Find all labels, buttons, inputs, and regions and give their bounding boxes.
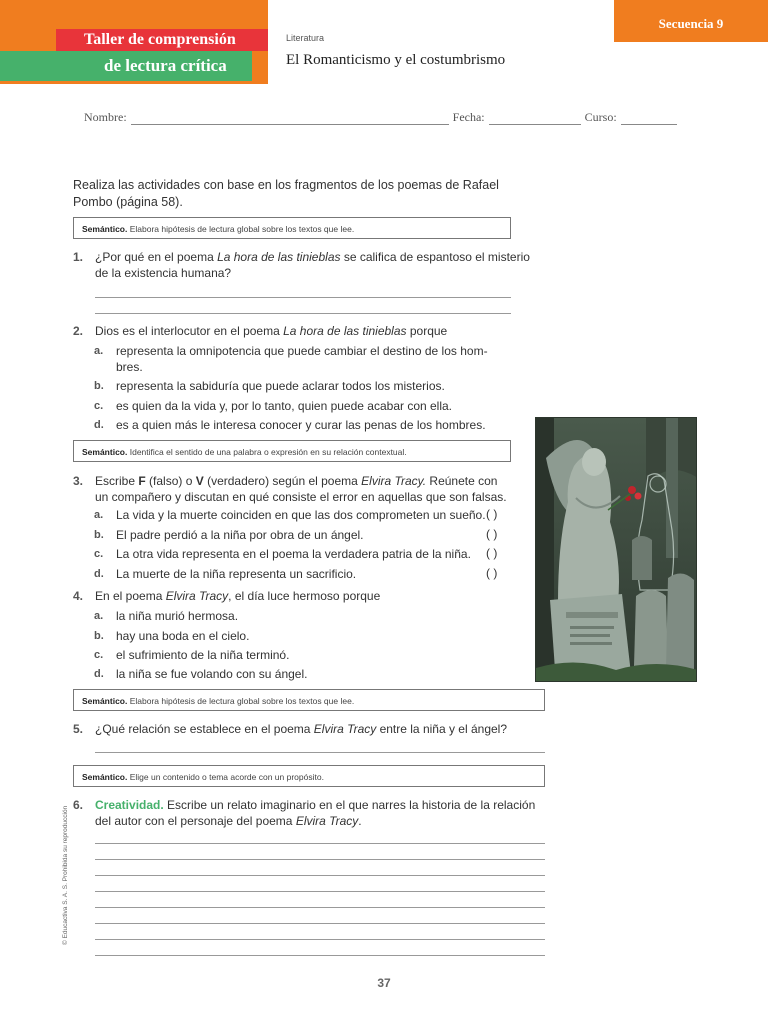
copyright-notice: © Educactiva S. A. S. Prohibida su reproducción [62,805,69,945]
option-letter: c. [94,400,104,412]
question-number: 2. [73,324,84,338]
option-text: bres. [116,360,143,374]
workshop-title-line1: Taller de comprensión [84,31,236,48]
answer-parenthesis[interactable]: ( ) [486,566,498,580]
question-number: 4. [73,589,84,603]
question-text: ¿Qué relación se establece en el poema [95,722,314,736]
question-text: Escribe [95,474,139,488]
option-2a[interactable] [94,343,516,375]
option-text: La muerte de la niña representa un sacrificio. [116,567,357,581]
answer-line[interactable] [95,875,545,876]
question-number: 1. [73,250,84,264]
option-text: el sufrimiento de la niña terminó. [116,648,290,662]
instructions-intro: Realiza las actividades con base en los fragmentos de los poemas de Rafael Pombo (página 58). [73,178,499,209]
semantic-box-3 [73,689,545,711]
answer-line[interactable] [95,752,545,753]
course-label: Curso: [584,110,617,124]
date-label: Fecha: [452,110,485,124]
true-marker: V [195,474,204,488]
semantic-text: Elabora hipótesis de lectura global sobre los textos que lee. [129,224,355,234]
question-text: En el poema [95,589,166,603]
option-letter: b. [94,380,104,392]
question-text: se califica de espantoso el misterio de la existencia humana? [95,250,530,280]
option-3a [94,507,516,523]
question-6 [73,797,555,829]
answer-line[interactable] [95,939,545,940]
question-text: un compañero y discutan en qué consiste el error en aquellas que son falsas. [95,490,507,504]
answer-line[interactable] [95,955,545,956]
option-text: la niña se fue volando con su ángel. [116,667,308,681]
option-letter: a. [94,509,104,521]
option-letter: d. [94,668,104,680]
question-1 [73,249,535,281]
question-text: . [358,814,362,828]
answer-line[interactable] [95,843,545,844]
question-number: 5. [73,722,84,736]
semantic-tag: Semántico. [82,447,128,457]
course-field[interactable] [621,113,677,125]
creativity-label: Creatividad. [95,798,164,812]
question-text: , el día luce hermoso porque [228,589,381,603]
option-4c[interactable] [94,647,290,663]
question-2 [73,323,535,339]
option-letter: a. [94,345,104,357]
date-field[interactable] [489,113,581,125]
question-5 [73,721,535,737]
semantic-tag: Semántico. [82,696,128,706]
option-4a[interactable] [94,608,239,624]
answer-line[interactable] [95,297,511,298]
poem-title: La hora de las tinieblas [283,324,407,338]
poem-title: Elvira Tracy [295,814,359,828]
subject-label: Literatura [286,33,325,43]
option-text: representa la sabiduría que puede aclarar todos los misterios. [116,379,445,393]
semantic-text: Identifica el sentido de una palabra o expresión en su relación contextual. [129,447,407,457]
name-field[interactable] [131,113,449,125]
option-text: representa la omnipotencia que puede cambiar el destino de los hom- [116,344,488,358]
question-number: 3. [73,474,84,488]
answer-line[interactable] [95,891,545,892]
answer-line[interactable] [95,923,545,924]
poem-title: Elvira Tracy [313,722,377,736]
option-3c [94,546,516,562]
option-letter: b. [94,630,104,642]
question-text: Escribe un relato imaginario en el que narres la historia de la relación [163,798,536,812]
question-text: ¿Por qué en el poema [95,250,218,264]
question-4 [73,588,535,604]
option-text: es a quien más le interesa conocer y curar las penas de los hombres. [116,418,486,432]
semantic-tag: Semántico. [82,224,128,234]
option-letter: d. [94,568,104,580]
option-2b[interactable] [94,378,445,394]
option-text: La otra vida representa en el poema la verdadera patria de la niña. [116,547,471,561]
question-text: Dios es el interlocutor en el poema [95,324,284,338]
answer-line[interactable] [95,313,511,314]
answer-parenthesis[interactable]: ( ) [486,527,498,541]
poem-title: Elvira Tracy [165,589,229,603]
angel-cemetery-illustration [535,417,697,682]
semantic-box-4 [73,765,545,787]
option-letter: c. [94,649,104,661]
option-2d[interactable] [94,417,486,433]
angel-statue-icon [536,418,697,682]
question-3 [73,473,525,505]
option-letter: a. [94,610,104,622]
semantic-tag: Semántico. [82,772,128,782]
semantic-text: Elabora hipótesis de lectura global sobre los textos que lee. [129,696,355,706]
option-letter: c. [94,548,104,560]
option-text: hay una boda en el cielo. [116,629,250,643]
option-letter: d. [94,419,104,431]
option-2c[interactable] [94,398,453,414]
semantic-box-1 [73,217,511,239]
semantic-text: Elige un contenido o tema acorde con un propósito. [129,772,324,782]
sequence-label: Secuencia 9 [658,16,724,31]
answer-parenthesis[interactable]: ( ) [486,546,498,560]
option-3b [94,527,516,543]
answer-line[interactable] [95,907,545,908]
poem-title: Elvira Tracy. [361,474,427,488]
question-text: entre la niña y el ángel? [376,722,508,736]
name-label: Nombre: [84,110,127,124]
question-number: 6. [73,798,84,812]
option-text: La vida y la muerte coinciden en que las dos comprometen un sueño. [116,508,486,522]
page-number: 37 [377,976,391,990]
semantic-box-2 [73,440,511,462]
question-text: Reúnete con [426,474,498,488]
option-text: El padre perdió a la niña por obra de un ángel. [116,528,364,542]
poem-title: La hora de las tinieblas [217,250,341,264]
workshop-title-line2: de lectura crítica [104,56,227,75]
answer-parenthesis[interactable]: ( ) [486,507,498,521]
student-fields [84,110,696,125]
option-text: la niña murió hermosa. [116,609,239,623]
false-marker: F [138,474,146,488]
question-text: porque [406,324,448,338]
question-text: del autor con el personaje del poema [95,814,296,828]
lesson-title: El Romanticismo y el costumbrismo [286,52,506,68]
option-letter: b. [94,529,104,541]
answer-line[interactable] [95,859,545,860]
option-3d [94,566,516,582]
question-text: (falso) o [145,474,196,488]
option-4b[interactable] [94,628,250,644]
option-text: es quien da la vida y, por lo tanto, quien puede acabar con ella. [116,399,453,413]
question-text: (verdadero) según el poema [203,474,362,488]
option-4d[interactable] [94,666,308,682]
